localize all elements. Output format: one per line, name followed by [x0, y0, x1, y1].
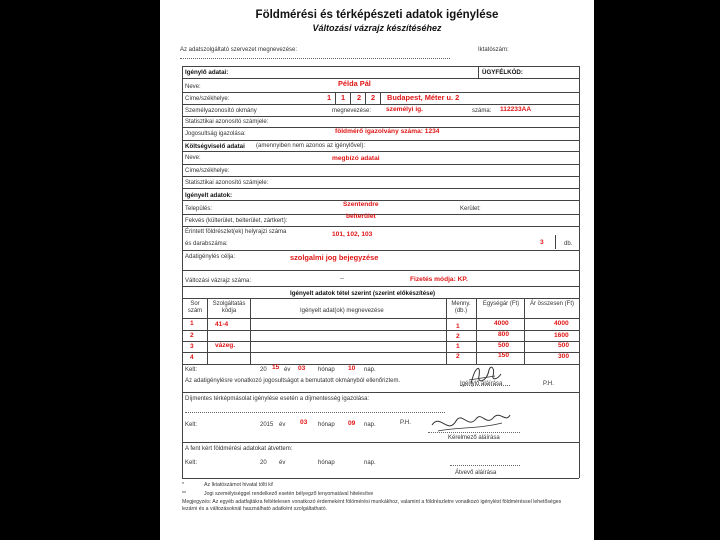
month-label: hónap [318, 367, 335, 373]
postal-digit: 1 [327, 93, 332, 102]
filing-number-label: Iktatószám: [478, 47, 509, 53]
date-day: 09 [348, 420, 356, 427]
id-document-name-label: megnevezése: [332, 108, 372, 114]
id-document-label: Személyazonosító okmány [185, 108, 257, 114]
day-label: nap. [364, 422, 376, 428]
applicant-address-value: Budapest, Méter u. 2 [387, 93, 460, 102]
header-description: Igényelt adat(ok) megnevezése [300, 308, 384, 314]
stamp-placeholder: P.H. [400, 420, 411, 426]
header-service-code: Szolgáltatás kódja [212, 301, 246, 314]
parcels-label-2: és darabszáma: [185, 241, 228, 247]
day-label: nap. [364, 460, 376, 466]
license-value: földmérő igazolvány száma: 1234 [335, 128, 440, 135]
date-year-prefix: 20 [260, 367, 267, 373]
payer-stat-label: Statisztikai azonosító számjele: [185, 180, 269, 186]
date-year-suffix: 15 [272, 364, 280, 371]
form-title: Földmérési és térképészeti adatok igénylése [255, 9, 499, 21]
payer-name-value: megbízó adatai [332, 155, 380, 162]
receipt-signature-caption: Átvevő aláírása [455, 470, 497, 476]
postal-digit: 2 [371, 93, 376, 102]
year-label: év [279, 422, 286, 428]
postal-digit: 1 [341, 93, 346, 102]
purpose-value: szolgalmi jog bejegyzése [290, 253, 379, 262]
row-number: 1 [190, 320, 194, 327]
applicant-address-label: Címe/székhelye: [185, 96, 230, 102]
row-unit-price: 800 [498, 331, 510, 338]
applicant-name-label: Neve: [185, 84, 201, 90]
date-label: Kelt: [185, 460, 198, 466]
applicant-name-value: Példa Pál [338, 79, 371, 88]
area-type-label: Fekvés (külterület, belterület, zártkert): [185, 218, 288, 224]
date-month: 03 [300, 419, 308, 426]
items-table-heading: Igényelt adatok tétel szerint (szerint előkészítése) [290, 290, 436, 297]
date-label: Kelt: [185, 367, 198, 373]
sketch-number-value: -- [340, 276, 344, 282]
settlement-value: Szentendre [343, 201, 379, 208]
sketch-number-label: Változási vázrajz száma: [185, 278, 252, 284]
purpose-label: Adatigénylés célja: [185, 254, 236, 260]
office-label: Az adatszolgáltató szervezet megnevezése: [180, 47, 298, 53]
exemption-label: Díjmentes térképmásolat igénylése esetén a díjmentesség igazolása: [185, 396, 370, 402]
header-unit-price: Egységár (Ft) [482, 301, 520, 307]
stamp-placeholder: P.H. [543, 381, 554, 387]
row-unit-price: 500 [498, 342, 510, 349]
date-year: 20 [260, 460, 267, 466]
row-total: 4000 [554, 320, 569, 327]
applicant-signature-caption: Igénylő aláírása [460, 381, 503, 387]
date-month: 03 [298, 365, 306, 372]
row-code: 41-4 [215, 321, 229, 328]
office-dotted-line [180, 58, 450, 59]
row-number: 2 [190, 332, 194, 339]
declaration-text: Az adatigénylésre vonatkozó jogosultságot a bemutatott okmányból ellenőriztem. [185, 378, 401, 384]
id-document-name-value: személyi ig. [386, 106, 424, 113]
property-heading: Igényelt adatok: [185, 192, 233, 199]
date-year: 2015 [260, 422, 274, 428]
requester-signature-caption: Kérelmező aláírása [448, 435, 500, 441]
row-unit-price: 4000 [494, 320, 509, 327]
parcels-count: 3 [540, 239, 544, 246]
form-subtitle: Változási vázrajz készítéséhez [312, 23, 442, 33]
footnote-2: Jogi személyiséggel rendelkező esetén bélyegző lenyomatával hitelesítve [204, 491, 374, 497]
payment-method: Fizetés módja: KP. [410, 276, 468, 283]
license-label: Jogosultság igazolása: [185, 131, 246, 137]
month-label: hónap [318, 422, 335, 428]
row-number: 3 [190, 343, 194, 350]
payer-name-label: Neve: [185, 155, 201, 161]
year-label: év [279, 460, 286, 466]
row-code: vázeg. [215, 342, 236, 349]
row-total: 1600 [554, 332, 569, 339]
date-label: Kelt: [185, 422, 198, 428]
month-label: hónap [318, 460, 335, 466]
year-label: év [284, 367, 291, 373]
parcels-value: 101, 102, 103 [332, 231, 373, 238]
id-document-number-label: száma: [472, 108, 492, 114]
header-total-price: Ár összesen (Ft) [529, 301, 574, 307]
requester-signature [428, 405, 514, 439]
district-label: Kerület: [460, 206, 481, 212]
row-quantity: 1 [456, 343, 460, 350]
row-unit-price: 150 [498, 352, 510, 359]
settlement-label: Település: [185, 206, 213, 212]
remark-text: Megjegyzés: Az egyéb adatfajtákra feltételesen vonatkozó érdemeként fölömérési munkákhoz, valamint a földrészletre vonatkozó igénylést földméréssel lehetőséges lezárni és a változásoknál használható adatként szolgáltatható. [182, 499, 562, 512]
row-quantity: 2 [456, 333, 460, 340]
row-quantity: 2 [456, 353, 460, 360]
applicant-heading: Igénylő adatai: [185, 69, 229, 76]
footnote-1: Az Iktatószámot hivatal tölti ki! [204, 482, 274, 488]
payer-address-label: Címe/székhelye: [185, 168, 230, 174]
form-sheet [160, 0, 594, 540]
parcels-unit: db. [564, 241, 573, 247]
date-day: 10 [348, 365, 356, 372]
row-total: 300 [558, 353, 570, 360]
applicant-stat-label: Statisztikai azonosító számjele: [185, 119, 269, 125]
postal-digit: 2 [357, 93, 362, 102]
payer-heading-note: (amennyiben nem azonos az igénylővel): [256, 143, 366, 149]
header-row-number: Sor szám [187, 301, 203, 314]
row-total: 500 [558, 342, 570, 349]
row-number: 4 [190, 354, 194, 361]
payer-heading: Költségviselő adatai [185, 143, 245, 150]
parcels-label: Érintett földrészlet(ek) helyrajzi száma [185, 229, 287, 235]
client-code-label: ÜGYFÉLKÓD: [482, 69, 523, 76]
footnote-marker: ** [182, 491, 187, 497]
received-label: A fent kért földmérési adatokat átvettem: [185, 446, 293, 452]
header-quantity: Menny. (db.) [451, 301, 471, 314]
day-label: nap. [364, 367, 376, 373]
footnote-marker: * [182, 482, 185, 488]
area-type-value: belterület [346, 213, 376, 220]
id-document-number-value: 112233AA [500, 106, 532, 113]
row-quantity: 1 [456, 323, 460, 330]
